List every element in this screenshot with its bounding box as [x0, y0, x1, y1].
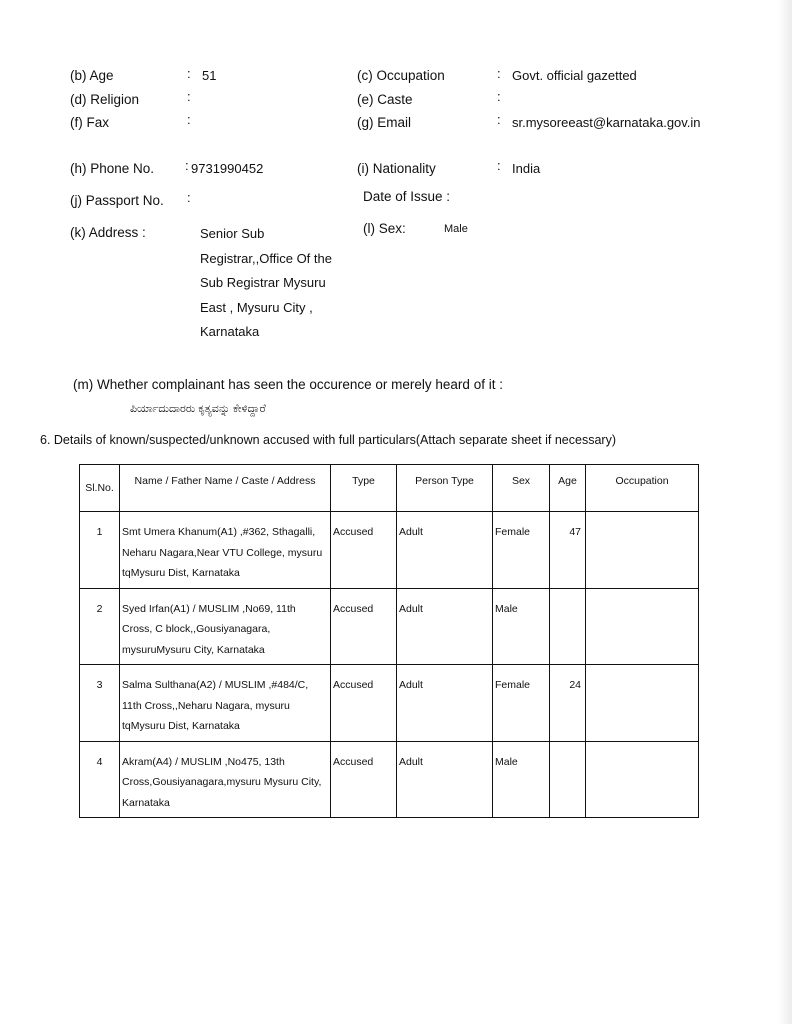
cell-person-type: Adult — [397, 588, 493, 665]
cell-type: Accused — [331, 665, 397, 742]
caste-colon: : — [497, 89, 501, 104]
table-row — [80, 512, 699, 589]
sex-value: Male — [444, 223, 468, 235]
age-colon: : — [187, 66, 191, 81]
email-label: (g) Email — [357, 115, 412, 130]
cell-type: Accused — [331, 741, 397, 818]
col-header-name: Name / Father Name / Caste / Address — [120, 465, 331, 512]
col-header-occupation: Occupation — [586, 465, 699, 512]
table-row — [80, 665, 699, 742]
phone-label: (h) Phone No. — [70, 161, 155, 176]
complainant-answer: ಪಿರ್ಯಾದುದಾರರು ಕೃತ್ಯವನ್ನು ಕೇಳಿದ್ದಾರೆ — [130, 403, 266, 415]
passport-colon: : — [187, 190, 191, 205]
section6-title: 6. Details of known/suspected/unknown accused with full particulars(Attach separate sheet if necessary) — [40, 433, 616, 447]
cell-age: 24 — [550, 665, 586, 742]
cell-sex: Male — [493, 588, 550, 665]
cell-slno: 3 — [80, 665, 120, 742]
cell-slno: 2 — [80, 588, 120, 665]
cell-sex: Female — [493, 512, 550, 589]
cell-age — [550, 588, 586, 665]
nationality-value: India — [512, 161, 541, 176]
cell-person-type: Adult — [397, 665, 493, 742]
cell-sex: Male — [493, 741, 550, 818]
cell-type: Accused — [331, 588, 397, 665]
cell-age — [550, 741, 586, 818]
religion-colon: : — [187, 89, 191, 104]
address-label: (k) Address : — [70, 225, 146, 240]
caste-label: (e) Caste — [357, 92, 413, 107]
accused-table — [79, 464, 699, 818]
cell-slno: 1 — [80, 512, 120, 589]
table-row — [80, 588, 699, 665]
cell-occupation — [586, 588, 699, 665]
cell-occupation — [586, 665, 699, 742]
address-value: Senior Sub Registrar,,Office Of the Sub Registrar Mysuru East , Mysuru City , Karnataka — [200, 226, 332, 339]
cell-person-type: Adult — [397, 512, 493, 589]
date-of-issue-label: Date of Issue : — [363, 189, 451, 204]
phone-value: 9731990452 — [191, 161, 264, 176]
col-header-slno: Sl.No. — [80, 465, 120, 512]
cell-person-type: Adult — [397, 741, 493, 818]
occupation-label: (c) Occupation — [357, 68, 445, 83]
cell-name: Salma Sulthana(A2) / MUSLIM ,#484/C, 11th Cross,,Neharu Nagara, mysuru tqMysuru Dist, Karnataka — [120, 665, 331, 742]
nationality-label: (i) Nationality — [357, 161, 436, 176]
page-edge-shadow — [778, 0, 792, 1024]
cell-occupation — [586, 512, 699, 589]
age-value: 51 — [202, 68, 217, 83]
cell-age: 47 — [550, 512, 586, 589]
col-header-type: Type — [331, 465, 397, 512]
col-header-age: Age — [550, 465, 586, 512]
email-value: sr.mysoreeast@karnataka.gov.in — [512, 115, 701, 130]
fax-label: (f) Fax — [70, 115, 109, 130]
email-colon: : — [497, 112, 501, 127]
table-row — [80, 741, 699, 818]
cell-name: Syed Irfan(A1) / MUSLIM ,No69, 11th Cross, C block,,Gousiyanagara, mysuruMysuru City, Karnataka — [120, 588, 331, 665]
passport-label: (j) Passport No. — [70, 193, 164, 208]
sex-label: (l) Sex: — [363, 221, 406, 236]
cell-slno: 4 — [80, 741, 120, 818]
cell-occupation — [586, 741, 699, 818]
phone-colon: : — [185, 158, 189, 173]
table-header-row — [80, 465, 699, 512]
fax-colon: : — [187, 112, 191, 127]
cell-name: Akram(A4) / MUSLIM ,No475, 13th Cross,Gousiyanagara,mysuru Mysuru City, Karnataka — [120, 741, 331, 818]
cell-sex: Female — [493, 665, 550, 742]
complainant-question: (m) Whether complainant has seen the occurence or merely heard of it : — [73, 377, 503, 392]
religion-label: (d) Religion — [70, 92, 140, 107]
cell-type: Accused — [331, 512, 397, 589]
col-header-person-type: Person Type — [397, 465, 493, 512]
col-header-sex: Sex — [493, 465, 550, 512]
age-label: (b) Age — [70, 68, 114, 83]
cell-name: Smt Umera Khanum(A1) ,#362, Sthagalli, Neharu Nagara,Near VTU College, mysuru tqMysuru Dist, Karnataka — [120, 512, 331, 589]
occupation-colon: : — [497, 66, 501, 81]
occupation-value: Govt. official gazetted — [512, 68, 637, 83]
nationality-colon: : — [497, 158, 501, 173]
